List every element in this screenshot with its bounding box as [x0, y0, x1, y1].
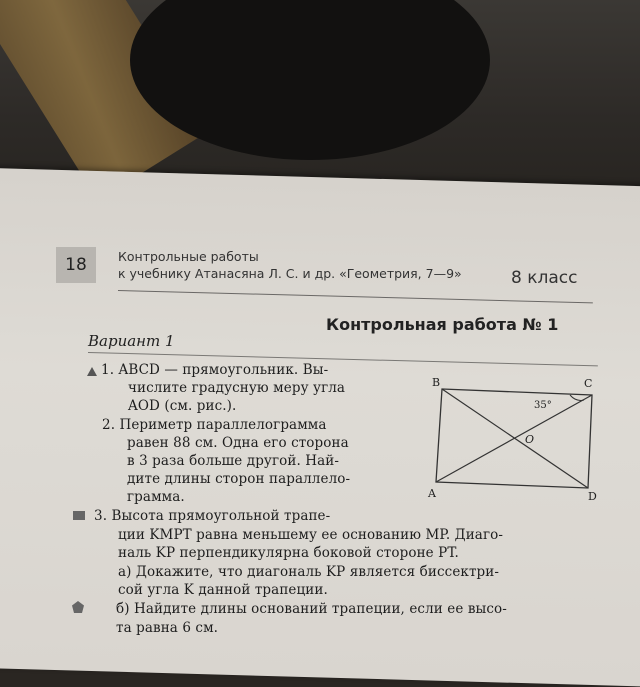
task2-line-3: в 3 раза больше другой. Най-: [127, 453, 340, 469]
task2-line-2: равен 88 см. Одна его сторона: [127, 435, 349, 451]
task3-line-3: наль KP перпендикулярна боковой стороне PT.: [118, 545, 459, 561]
task1-line-1: 1. ABCD — прямоугольник. Вы-: [101, 362, 329, 378]
label-a: A: [428, 487, 436, 500]
task3-line-6: б) Найдите длины оснований трапеции, если ее высо-: [116, 601, 507, 617]
diagonal-ca: [436, 395, 592, 482]
page-number: 18: [56, 247, 96, 283]
triangle-icon: [86, 366, 98, 377]
pentagon-icon: [71, 600, 85, 614]
task3-line-4: а) Докажите, что диагональ KP является биссектри-: [118, 564, 500, 580]
task2-line-4: дите длины сторон параллело-: [127, 471, 351, 487]
label-d: D: [588, 490, 597, 503]
label-o: O: [525, 433, 535, 446]
work-title: Контрольная работа № 1: [326, 315, 559, 334]
header-line-2: к учебнику Атанасяна Л. С. и др. «Геометрия, 7—9»: [118, 266, 462, 281]
label-b: B: [432, 376, 441, 389]
task1-line-3: AOD (см. рис.).: [128, 398, 237, 414]
square-icon: [72, 510, 86, 521]
rectangle-figure: [420, 370, 610, 505]
grade-label: 8 класс: [511, 268, 578, 288]
task2-line-1: 2. Периметр параллелограмма: [102, 417, 327, 433]
task3-line-1: 3. Высота прямоугольной трапе-: [94, 508, 331, 524]
header-line-1: Контрольные работы: [118, 249, 259, 264]
angle-arc: [570, 395, 584, 400]
task2-line-5: грамма.: [127, 489, 185, 505]
label-c: C: [584, 377, 593, 390]
task3-line-5: сой угла K данной трапеции.: [118, 582, 328, 598]
variant-label: Вариант 1: [88, 332, 175, 350]
task3-line-2: ции KMPT равна меньшему ее основанию MP. Диаго-: [118, 527, 504, 543]
angle-label: 35°: [534, 400, 552, 411]
task3-line-7: та равна 6 см.: [116, 620, 219, 636]
task1-line-2: числите градусную меру угла: [128, 380, 346, 396]
